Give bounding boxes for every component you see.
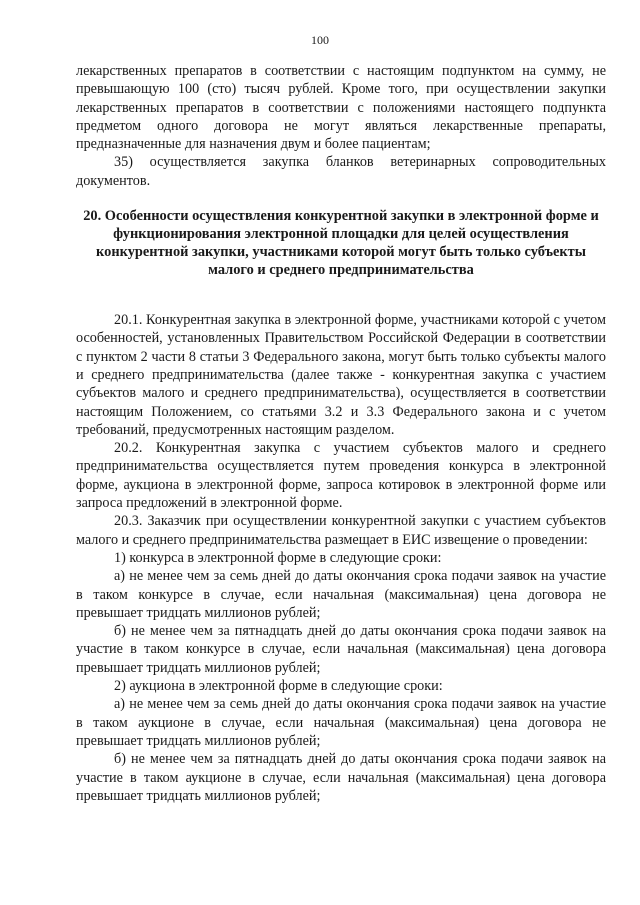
list-item-2a: а) не менее чем за семь дней до даты окончания срока подачи заявок на участие в таком аукционе в случае, если начальная (максимальная) цена договора не превышает тридцать миллионов рублей; [76, 696, 606, 749]
page-number: 100 [311, 33, 329, 47]
section-heading: 20. Особенности осуществления конкурентной закупки в электронной форме и функционирования электронной площадки для целей осуществления конкурентной закупки, участниками которой могут быть только субъекты малого и среднего предпринимательства [83, 208, 599, 279]
paragraph-continuation: лекарственных препаратов в соответствии с настоящим подпунктом на сумму, не превышающую 100 (сто) тысяч рублей. Кроме того, при осуществлении закупки лекарственных препаратов в соответствии с положениями настоящего подпункта предметом одного договора не могут являться лекарственные препараты, предназначенные для назначения двум и более пациентам; [76, 63, 606, 153]
list-item-1a: а) не менее чем за семь дней до даты окончания срока подачи заявок на участие в таком конкурсе в случае, если начальная (максимальная) цена договора не превышает тридцать миллионов рублей; [76, 568, 606, 621]
list-item-2b: б) не менее чем за пятнадцать дней до даты окончания срока подачи заявок на участие в таком аукционе в случае, если начальная (максимальная) цена договора превышает тридцать миллионов рублей; [76, 751, 606, 804]
list-item-1b: б) не менее чем за пятнадцать дней до даты окончания срока подачи заявок на участие в таком конкурсе в случае, если начальная (максимальная) цена договора превышает тридцать миллионов рублей; [76, 623, 606, 676]
paragraph-item-35: 35) осуществляется закупка бланков ветеринарных сопроводительных документов. [76, 154, 606, 189]
document-body [76, 62, 606, 805]
paragraph-20-1: 20.1. Конкурентная закупка в электронной форме, участниками которой с учетом особенностей, установленных Правительством Российской Федерации в соответствии с пунктом 2 части 8 статьи 3 Федерального закона, могут быть только субъекты малого и среднего предпринимательства (далее также - конкурентная закупка с участием субъектов малого и среднего предпринимательства), осуществляется в соответствии настоящим Положением, со статьями 3.2 и 3.3 Федерального закона и с учетом требований, предусмотренных настоящим разделом. [76, 312, 606, 438]
list-item-2: 2) аукциона в электронной форме в следующие сроки: [114, 678, 443, 695]
paragraph-20-3: 20.3. Заказчик при осуществлении конкурентной закупки с участием субъектов малого и среднего предпринимательства размещает в ЕИС извещение о проведении: [76, 513, 606, 548]
list-item-1: 1) конкурса в электронной форме в следующие сроки: [114, 549, 442, 566]
paragraph-20-2: 20.2. Конкурентная закупка с участием субъектов малого и среднего предпринимательства осуществляется путем проведения конкурса в электронной форме, аукциона в электронной форме, запроса котировок в электронной форме или запроса предложений в электронной форме. [76, 440, 606, 512]
